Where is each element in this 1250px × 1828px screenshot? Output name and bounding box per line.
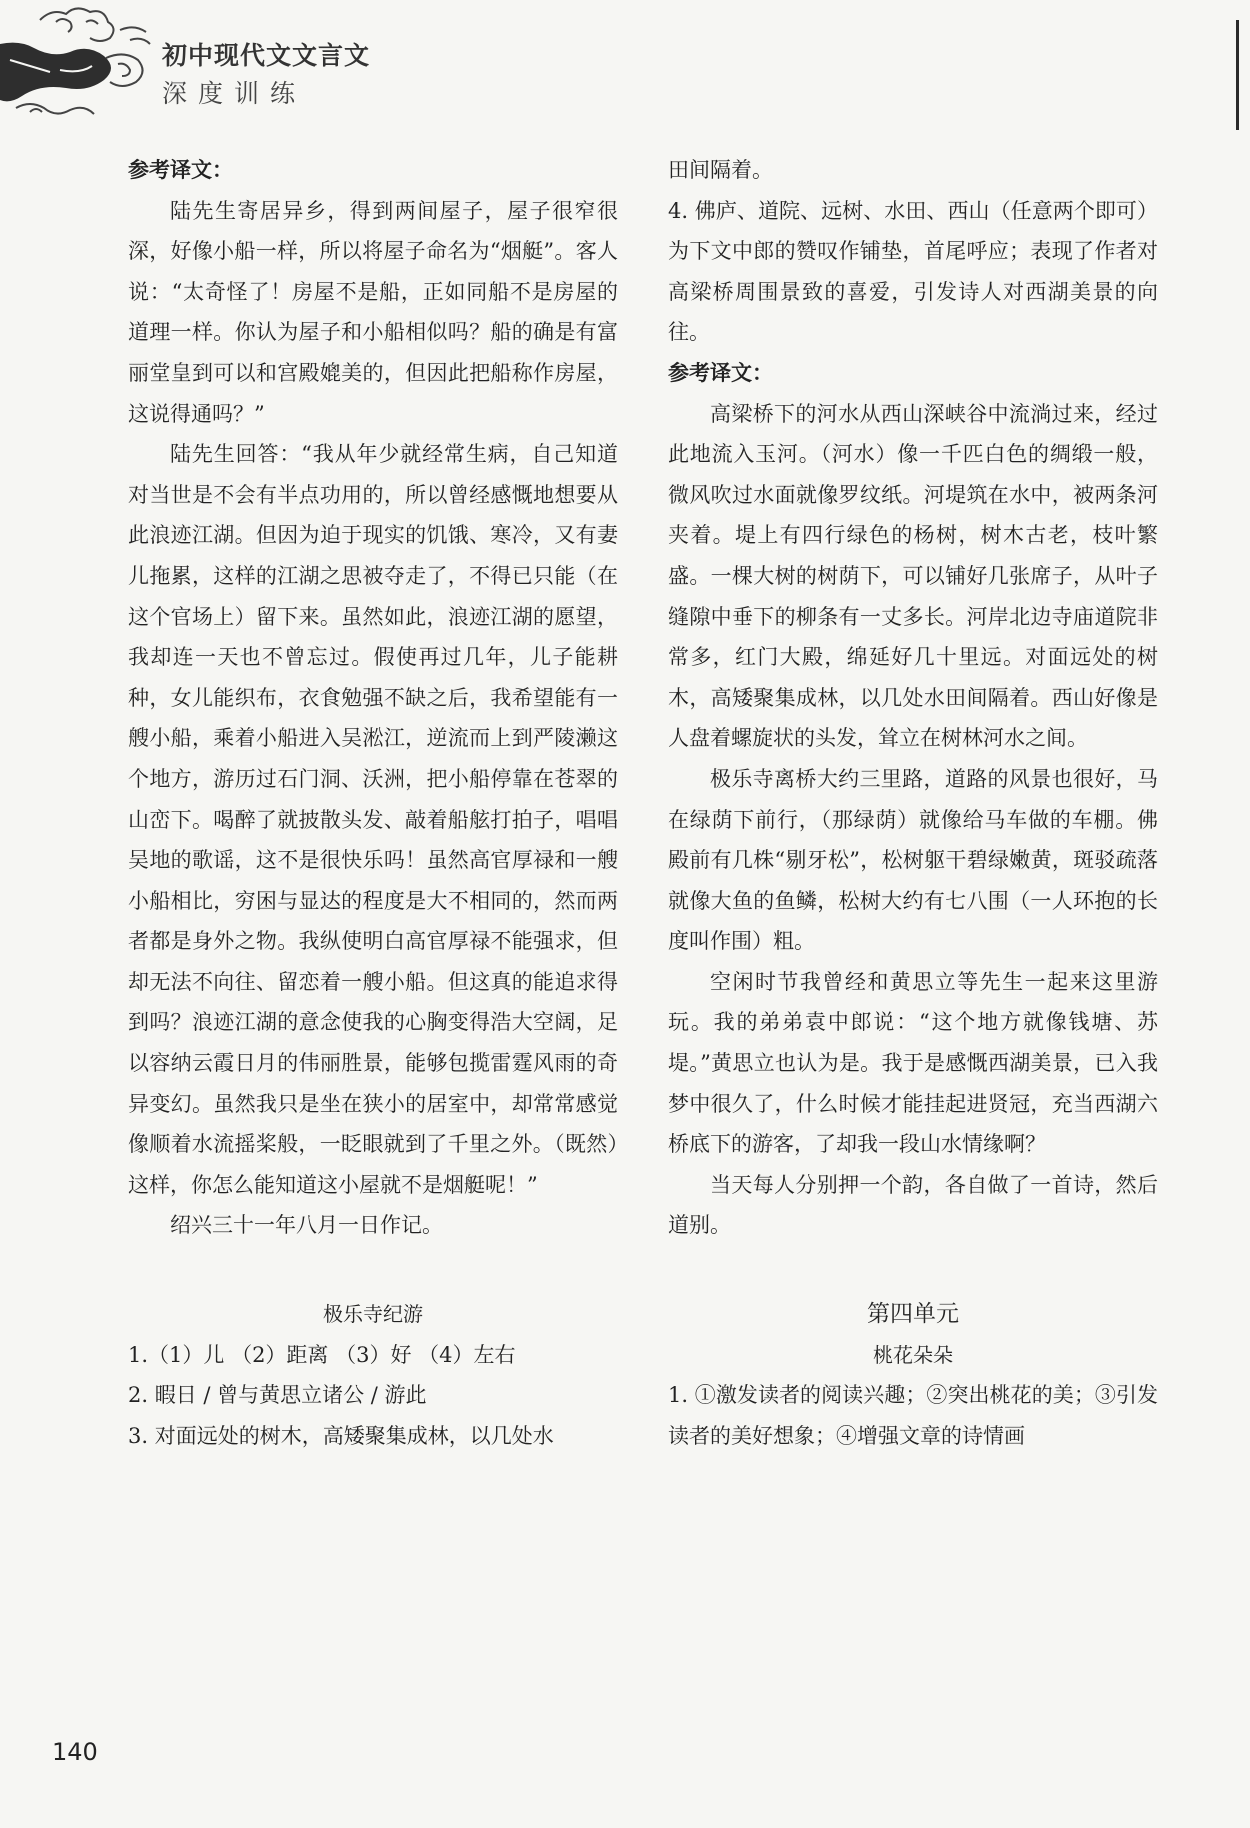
answer-item: 1.（1）儿 （2）距离 （3）好 （4）左右	[128, 1342, 516, 1367]
unit-title: 第四单元	[867, 1301, 959, 1328]
answer-item: 2. 暇日 / 曾与黄思立诸公 / 游此	[128, 1383, 427, 1408]
paragraph: 空闲时节我曾经和黄思立等先生一起来这里游玩。我的弟弟袁中郎说：“这个地方就像钱塘、苏堤。”黄思立也认为是。我于是感慨西湖美景，已入我梦中很久了，什么时候才能挂起进贤冠，充当西湖六桥底下的游客，了却我一段山水情缘啊？	[668, 969, 1158, 1157]
paragraph: 陆先生寄居异乡，得到两间屋子，屋子很窄很深，好像小船一样，所以将屋子命名为“烟艇”。客人说：“太奇怪了！房屋不是船，正如同船不是房屋的道理一样。你认为屋子和小船相似吗？船的确是有富丽堂皇到可以和宫殿媲美的，但因此把船称作房屋，这说得通吗？”	[128, 198, 618, 426]
answer-item: 田间隔着。	[668, 158, 773, 182]
book-title: 初中现代文文言文	[162, 41, 371, 70]
answer-item: 1. ①激发读者的阅读兴趣；②突出桃花的美；③引发读者的美好想象；④增强文章的诗情画	[668, 1383, 1158, 1448]
section-title: 极乐寺纪游	[323, 1302, 423, 1327]
translation-label: 参考译文：	[668, 360, 773, 385]
answer-item: 4. 佛庐、道院、远树、水田、西山（任意两个即可） 为下文中郎的赞叹作铺垫，首尾呼应；表现了作者对高梁桥周围景致的喜爱，引发诗人对西湖美景的向往。	[668, 198, 1158, 345]
left-column	[128, 150, 618, 1456]
translation-label: 参考译文：	[128, 158, 233, 182]
paragraph: 极乐寺离桥大约三里路，道路的风景也很好，马在绿荫下前行，（那绿荫）就像给马车做的车棚。佛殿前有几株“剔牙松”，松树躯干碧绿嫩黄，斑驳疏落就像大鱼的鱼鳞，松树大约有七八围（一人环抱的长度叫作围）粗。	[668, 766, 1158, 954]
paragraph: 绍兴三十一年八月一日作记。	[170, 1213, 443, 1238]
book-subtitle: 深度训练	[162, 79, 307, 108]
edge-divider	[1236, 20, 1239, 130]
page-number: 140	[52, 1738, 98, 1766]
paragraph: 高梁桥下的河水从西山深峡谷中流淌过来，经过此地流入玉河。（河水）像一千匹白色的绸缎一般，微风吹过水面就像罗纹纸。河堤筑在水中，被两条河夹着。堤上有四行绿色的杨树，树木古老，枝叶繁盛。一棵大树的树荫下，可以铺好几张席子，从叶子缝隙中垂下的柳条有一丈多长。河岸北边寺庙道院非常多，红门大殿，绵延好几十里远。对面远处的树木，高矮聚集成林，以几处水田间隔着。西山好像是人盘着螺旋状的头发，耸立在树林河水之间。	[668, 401, 1158, 751]
answer-item: 3. 对面远处的树木，高矮聚集成林，以几处水	[128, 1423, 554, 1448]
paragraph: 当天每人分别押一个韵，各自做了一首诗，然后道别。	[668, 1172, 1158, 1238]
paragraph: 陆先生回答：“我从年少就经常生病，自己知道对当世是不会有半点功用的，所以曾经感慨地想要从此浪迹江湖。但因为迫于现实的饥饿、寒冷，又有妻儿拖累，这样的江湖之思被夺走了，不得已只能（在这个官场上）留下来。虽然如此，浪迹江湖的愿望，我却连一天也不曾忘过。假使再过几年，儿子能耕种，女儿能织布，衣食勉强不缺之后，我希望能有一艘小船，乘着小船进入吴淞江，逆流而上到严陵濑这个地方，游历过石门洞、沃洲，把小船停靠在苍翠的山峦下。喝醉了就披散头发、敲着船舷打拍子，唱唱吴地的歌谣，这不是很快乐吗！虽然高官厚禄和一艘小船相比，穷困与显达的程度是大不相同的，然而两者都是身外之物。我纵使明白高官厚禄不能强求，但却无法不向往、留恋着一艘小船。但这真的能追求得到吗？浪迹江湖的意念使我的心胸变得浩大空阔，足以容纳云霞日月的伟丽胜景，能够包揽雷霆风雨的奇异变幻。虽然我只是坐在狭小的居室中，却常常感觉像顺着水流摇桨般，一眨眼就到了千里之外。（既然）这样，你怎么能知道这小屋就不是烟艇呢！”	[128, 442, 618, 1197]
section-title: 桃花朵朵	[873, 1342, 953, 1367]
right-column	[668, 150, 1158, 1456]
